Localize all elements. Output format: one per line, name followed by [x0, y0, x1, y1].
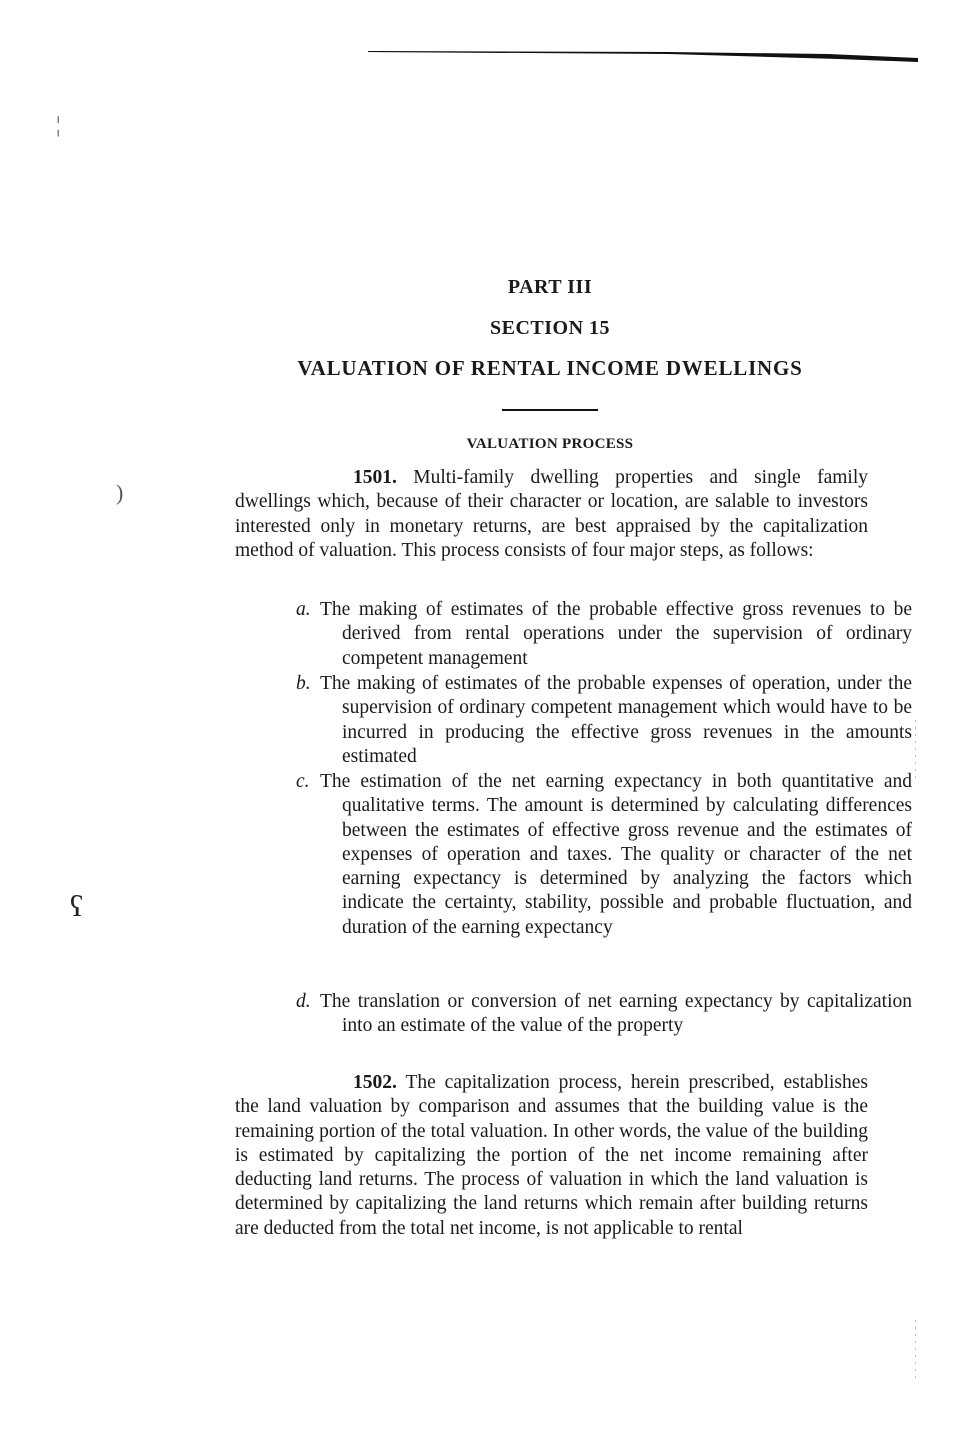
margin-mark: ¦ [56, 112, 61, 137]
step-letter: b. [296, 673, 311, 694]
section-title: VALUATION OF RENTAL INCOME DWELLINGS [297, 356, 803, 380]
margin-mark: ) [116, 480, 124, 505]
step-text: The making of estimates of the probable expenses of operation, under the supervision of ordinary competent management which would have to be incurred in producing the effective gross revenues in the amounts estimated [320, 673, 912, 767]
paragraph-text: Multi-family dwelling properties and single family dwellings which, because of their character or location, are salable to investors interested only in monetary returns, are best appraised by the capitalization method of valuation. This process consists of four major steps, as follows: [235, 467, 868, 561]
scan-edge-dots [915, 1320, 916, 1380]
step-letter: a. [296, 599, 311, 620]
step-letter: d. [296, 991, 311, 1012]
paragraph-1501 [235, 466, 868, 563]
step-text: The translation or conversion of net earning expectancy by capitalization into an estimate of the value of the property [320, 991, 912, 1037]
step-item [296, 598, 912, 671]
part-heading: PART III [507, 276, 593, 298]
subsection-heading: VALUATION PROCESS [466, 436, 634, 452]
paragraph-text: The capitalization process, herein prescribed, establishes the land valuation by comparison and assumes that the building value is the remaining portion of the total valuation. In other words, the value of the building is estimated by capitalizing the portion of the net income remaining after deducting land returns. The process of valuation in which the land valuation is determined by capitalizing the land returns which remain after building returns are deducted from the total net income, is not applicable to rental [235, 1072, 868, 1239]
margin-mark: ʕ [70, 890, 84, 923]
step-item [296, 990, 912, 1039]
top-scan-rule [368, 48, 918, 62]
step-item [296, 672, 912, 769]
step-text: The estimation of the net earning expectancy in both quantitative and qualitative terms. The amount is determined by calculating differences between the estimates of effective gross revenue and the estimates of expenses of operation and taxes. The quality or character of the net earning expectancy is determined by analyzing the factors which indicate the certainty, stability, possible and probable fluctuation, and duration of the earning expectancy [320, 771, 912, 938]
step-text: The making of estimates of the probable effective gross revenues to be derived from rental operations under the supervision of ordinary competent management [320, 599, 912, 669]
section-heading: SECTION 15 [489, 317, 611, 339]
paragraph-number: 1501. [353, 467, 397, 488]
title-divider [502, 409, 598, 411]
paragraph-1502 [235, 1071, 868, 1241]
step-item [296, 770, 912, 940]
scan-edge-dots [915, 720, 916, 780]
step-letter: c. [296, 771, 310, 792]
paragraph-number: 1502. [353, 1072, 397, 1093]
